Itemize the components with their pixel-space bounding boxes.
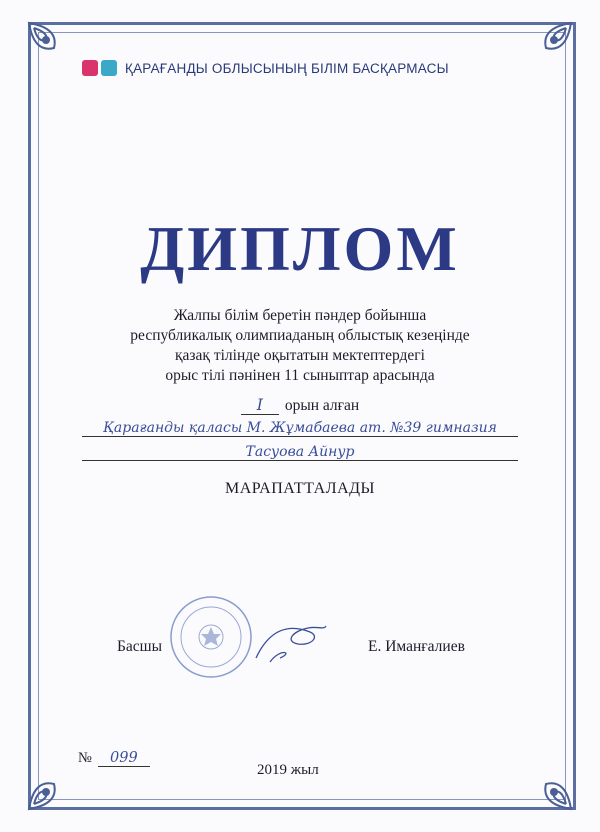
signatory-role: Басшы [117,638,163,655]
diploma-number [78,750,156,767]
diploma-title: ДИПЛОМ [140,213,460,284]
place-label: орын алған [284,397,360,414]
body-line: қазақ тілінде оқытатын мектептердегі [175,347,425,364]
body-line: орыс тілі пәнінен 11 сыныптар арасында [165,367,435,384]
issue-year: 2019 жыл [257,762,319,778]
corner-ornament-icon [24,18,94,88]
award-word: МАРАПАТТАЛАДЫ [225,480,375,497]
official-stamp-icon [168,594,254,680]
place-row [0,396,600,415]
place-value: I [241,396,279,415]
corner-ornament-icon [506,18,576,88]
school-line: Қарағанды қаласы М. Жұмабаева ат. №39 гимназия [82,420,518,437]
header [82,60,449,76]
number-symbol: № [78,750,92,766]
organization-name: ҚАРАҒАНДЫ ОБЛЫСЫНЫҢ БІЛІМ БАСҚАРМАСЫ [125,60,449,76]
signatory-name: Е. Иманғалиев [368,638,465,655]
inner-border [38,32,566,800]
recipient-name: Тасуова Айнур [82,444,518,461]
organization-logo-icon [82,60,117,76]
body-line: республикалық олимпиаданың облыстық кезеңінде [130,327,470,344]
body-text [0,306,600,386]
corner-ornament-icon [506,744,576,814]
signature-icon [250,618,330,666]
number-value: 099 [98,750,150,767]
body-line: Жалпы білім беретін пәндер бойынша [173,307,427,324]
